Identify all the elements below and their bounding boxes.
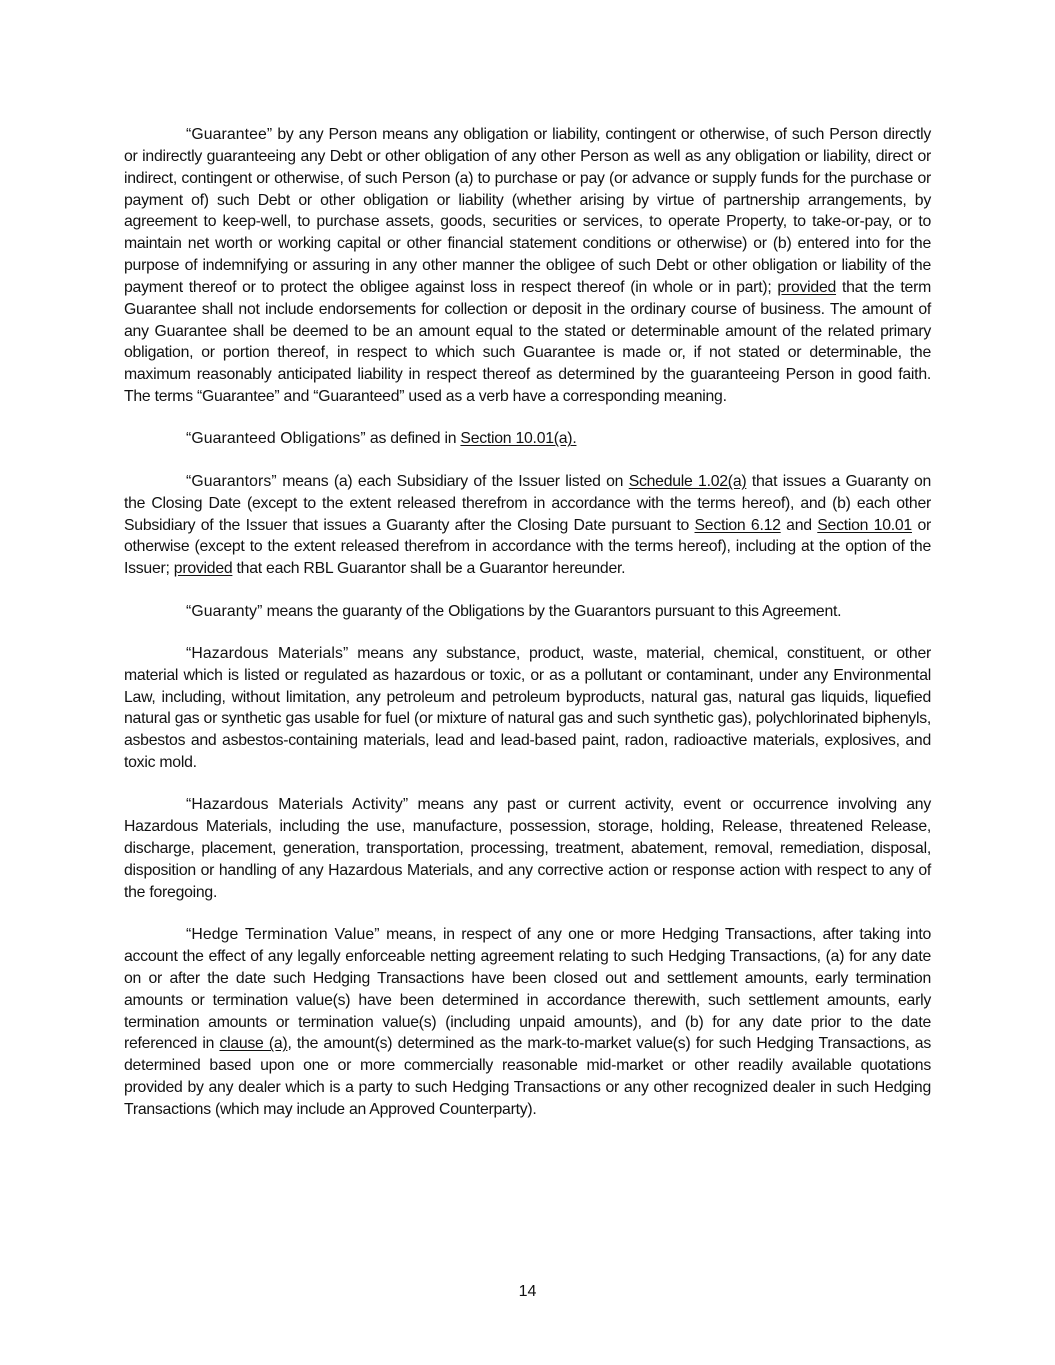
- definition-text: that the term Guarantee shall not include endorsements for collection or deposit in the ordinary course of business. The amount of any Guarantee shall be deemed to be an amount equal to the stated or determinable amount of the related primary obligation, or portion thereof, in respect to which such Guarantee is made or, if not stated or determinable, the maximum reasonably anticipated liability in respect thereof as determined by the guaranteeing Person in good faith. The terms “Guarantee” and “Guaranteed” used as a verb have a corresponding meaning.: [124, 278, 931, 406]
- provided-emphasis: provided: [173, 560, 233, 578]
- definition-text: means any substance, product, waste, material, chemical, constituent, or other material which is listed or regulated as hazardous or toxic, or as a pollutant or contaminant, under any Environmental Law, including, without limitation, any petroleum and petroleum byproducts, natural gas, natural gas liquids, liquefied natural gas or synthetic gas usable for fuel (or mixture of natural gas and such synthetic gas), polychlorinated biphenyls, asbestos and asbestos-containing materials, lead and lead-based paint, radon, radioactive materials, explosives, and toxic mold.: [124, 644, 931, 772]
- page-number: 14: [518, 1283, 537, 1300]
- definition-guarantee: [124, 124, 931, 408]
- cross-reference-section-10-01[interactable]: Section 10.01: [817, 516, 912, 534]
- definition-guarantors: [124, 471, 931, 580]
- defined-term: “Hazardous Materials”: [186, 644, 349, 662]
- definition-text: that each RBL Guarantor shall be a Guarantor hereunder.: [232, 560, 626, 578]
- defined-term: “Guaranteed Obligations”: [186, 430, 366, 448]
- defined-term: “Guaranty”: [186, 602, 263, 620]
- cross-reference-section-6-12[interactable]: Section 6.12: [694, 516, 781, 534]
- defined-term: “Guarantee”: [186, 126, 273, 143]
- defined-term: “Hazardous Materials Activity”: [186, 796, 409, 814]
- definition-text: by any Person means any obligation or liability, contingent or otherwise, of such Person directly or indirectly guaranteeing any Debt or other obligation of any other Person as well as any obligation or liability, direct or indirect, contingent or otherwise, of such Person (a) to purchase or pay (or advance or supply funds for the purchase or payment of) such Debt or other obligation or liability (whether arising by virtue of partnership arrangements, by agreement to keep-well, to purchase assets, goods, securities or services, to operate Property, to take-or-pay, or to maintain net worth or working capital or other financial statement conditions or otherwise) or (b) entered into for the purpose of indemnifying or assuring in any other manner the obligee of such Debt or other obligation or liability of the payment thereof or to protect the obligee against loss in respect thereof (in whole or in part);: [124, 126, 931, 296]
- definition-text: that issues a Guaranty on the Closing Date (except to the extent released therefrom in accordance with the terms hereof), and (b) each other Subsidiary of the Issuer that issues a Guaranty after the Closing Date pursuant to: [124, 472, 932, 534]
- definition-text: or otherwise (except to the extent released therefrom in accordance with the terms hereof), including at the option of the Issuer;: [124, 516, 931, 578]
- document-page: [124, 124, 931, 1141]
- defined-term: “Guarantors”: [186, 472, 277, 490]
- definition-text: means (a) each Subsidiary of the Issuer listed on: [276, 472, 629, 490]
- definition-hazardous-materials: [124, 643, 931, 774]
- definition-text: , the amount(s) determined as the mark-to-market value(s) for such Hedging Transactions, as determined based upon one or more commercially reasonable mid-market or other readily available quotations provided by any dealer which is a party to such Hedging Transactions or any other recognized dealer in such Hedging Transactions (which may include an Approved Counterparty).: [124, 1035, 931, 1118]
- definition-guaranteed-obligations: [124, 428, 931, 450]
- definition-text: as defined in: [365, 430, 461, 448]
- provided-emphasis: provided: [777, 278, 837, 296]
- definition-text: means any past or current activity, event or occurrence involving any Hazardous Materials, including the use, manufacture, possession, storage, holding, Release, threatened Release, discharge, placement, generation, transportation, processing, treatment, abatement, removal, remediation, disposal, disposition or handling of any Hazardous Materials, and any corrective action or response action with respect to any of the foregoing.: [124, 796, 931, 901]
- defined-term: “Hedge Termination Value”: [186, 926, 380, 944]
- definition-guaranty: [124, 601, 931, 623]
- definition-text: means the guaranty of the Obligations by the Guarantors pursuant to this Agreement.: [262, 602, 842, 620]
- cross-reference-clause-a[interactable]: clause (a): [219, 1035, 288, 1053]
- definition-text: and: [780, 516, 818, 534]
- cross-reference-schedule-1-02a[interactable]: Schedule 1.02(a): [628, 472, 747, 490]
- cross-reference-section-10-01a[interactable]: Section 10.01(a).: [460, 430, 577, 448]
- definition-hedge-termination-value: [124, 924, 931, 1121]
- definition-hazardous-materials-activity: [124, 794, 931, 903]
- definition-text: means, in respect of any one or more Hedging Transactions, after taking into account the effect of any legally enforceable netting agreement relating to such Hedging Transactions, (a) for any date on or after the date such Hedging Transactions have been closed out and settlement amounts, early termination amounts or termination value(s) have been determined in accordance therewith, such settlement amounts, early termination amounts or termination value(s) (including unpaid amounts), and (b) for any date prior to the date referenced in: [124, 926, 931, 1053]
